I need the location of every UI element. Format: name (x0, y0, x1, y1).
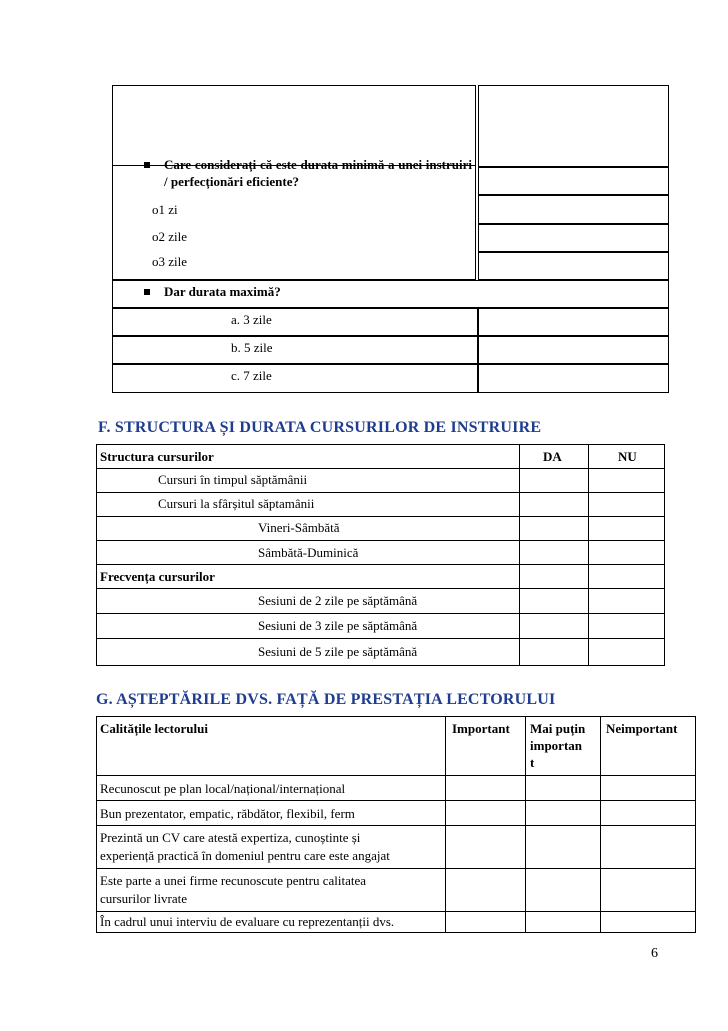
nu-cell[interactable] (588, 540, 665, 565)
unimportant-header: Neimportant (606, 721, 678, 736)
row-sat-sun: Sâmbătă-Duminică (258, 545, 359, 560)
option-row (112, 336, 478, 364)
unimportant-cell[interactable] (600, 800, 696, 826)
da-cell[interactable] (519, 564, 589, 589)
nu-header: NU (618, 449, 637, 464)
quality-firm-line2: cursurilor livrate (100, 891, 187, 906)
bullet-square-icon (144, 162, 150, 168)
section-f-title: F. STRUCTURA ȘI DURATA CURSURILOR DE INSTRUIRE (98, 419, 542, 436)
unimportant-cell[interactable] (600, 911, 696, 933)
option-row (112, 364, 478, 393)
important-cell[interactable] (445, 825, 526, 869)
important-cell[interactable] (445, 775, 526, 801)
quality-presenter: Bun prezentator, empatic, răbdător, flexibil, ferm (100, 806, 355, 821)
answer-cell[interactable] (478, 252, 669, 280)
da-cell[interactable] (519, 613, 589, 639)
quality-recognized: Recunoscut pe plan local/național/internațional (100, 781, 346, 796)
nu-cell[interactable] (588, 468, 665, 493)
unimportant-cell[interactable] (600, 775, 696, 801)
less-important-header-line1: Mai puțin (530, 721, 586, 736)
qualities-header: Calitățile lectorului (100, 721, 208, 736)
row-weekdays: Cursuri în timpul săptămânii (158, 472, 308, 487)
answer-cell[interactable] (478, 85, 669, 167)
nu-cell[interactable] (588, 588, 665, 614)
answer-cell[interactable] (478, 364, 669, 393)
unimportant-cell[interactable] (600, 868, 696, 912)
nu-cell[interactable] (588, 638, 665, 666)
important-cell[interactable] (445, 868, 526, 912)
row-2-days: Sesiuni de 2 zile pe săptămână (258, 593, 418, 608)
answer-cell[interactable] (478, 167, 669, 195)
structure-header: Structura cursurilor (100, 449, 214, 464)
nu-cell[interactable] (588, 613, 665, 639)
answer-cell[interactable] (478, 308, 669, 336)
less-important-header-line2: importan (530, 738, 582, 753)
less-important-cell[interactable] (525, 868, 601, 912)
row-weekend: Cursuri la sfârșitul săptamânii (158, 496, 315, 511)
nu-cell[interactable] (588, 516, 665, 541)
less-important-header-line3: t (530, 755, 535, 770)
option-b: b. 5 zile (231, 340, 273, 355)
bullet-square-icon (144, 289, 150, 295)
nu-cell[interactable] (588, 492, 665, 517)
answer-cell[interactable] (478, 195, 669, 224)
less-important-cell[interactable] (525, 800, 601, 826)
option-a: a. 3 zile (231, 312, 272, 327)
da-cell[interactable] (519, 492, 589, 517)
question-max-duration: Dar durata maximă? (164, 284, 281, 299)
da-cell[interactable] (519, 540, 589, 565)
quality-cv-line1: Prezintă un CV care atestă expertiza, cunoștinte și (100, 830, 361, 845)
option-row (112, 308, 478, 336)
row-fri-sat: Vineri-Sâmbătă (258, 520, 340, 535)
less-important-cell[interactable] (525, 911, 601, 933)
da-cell[interactable] (519, 638, 589, 666)
important-cell[interactable] (445, 911, 526, 933)
option-c: c. 7 zile (231, 368, 272, 383)
nu-cell[interactable] (588, 564, 665, 589)
quality-interview: În cadrul unui interviu de evaluare cu reprezentanții dvs. (100, 914, 395, 929)
quality-firm-line1: Este parte a unei firme recunoscute pentru calitatea (100, 873, 367, 888)
less-important-cell[interactable] (525, 775, 601, 801)
da-cell[interactable] (519, 516, 589, 541)
row-frequency: Frecvența cursurilor (100, 569, 215, 584)
unimportant-cell[interactable] (600, 825, 696, 869)
section-g-title: G. AȘTEPTĂRILE DVS. FAȚĂ DE PRESTAȚIA LECTORULUI (96, 691, 556, 708)
quality-cv-line2: experiență practică în domeniul pentru care este angajat (100, 848, 390, 863)
row-3-days: Sesiuni de 3 zile pe săptămână (258, 618, 418, 633)
answer-cell[interactable] (478, 224, 669, 252)
important-header: Important (452, 721, 510, 736)
answer-cell[interactable] (478, 336, 669, 364)
less-important-cell[interactable] (525, 825, 601, 869)
option-2-days: o2 zile (152, 229, 188, 244)
row-5-days: Sesiuni de 5 zile pe săptămână (258, 644, 418, 659)
option-1-day: o1 zi (152, 202, 178, 217)
da-cell[interactable] (519, 588, 589, 614)
da-header: DA (543, 449, 562, 464)
option-3-days: o3 zile (152, 254, 188, 269)
question-min-duration: Care considerați că este durata minimă a unei instruiri / perfecționări eficiente? (164, 157, 472, 189)
page-number: 6 (651, 946, 658, 961)
da-cell[interactable] (519, 468, 589, 493)
important-cell[interactable] (445, 800, 526, 826)
